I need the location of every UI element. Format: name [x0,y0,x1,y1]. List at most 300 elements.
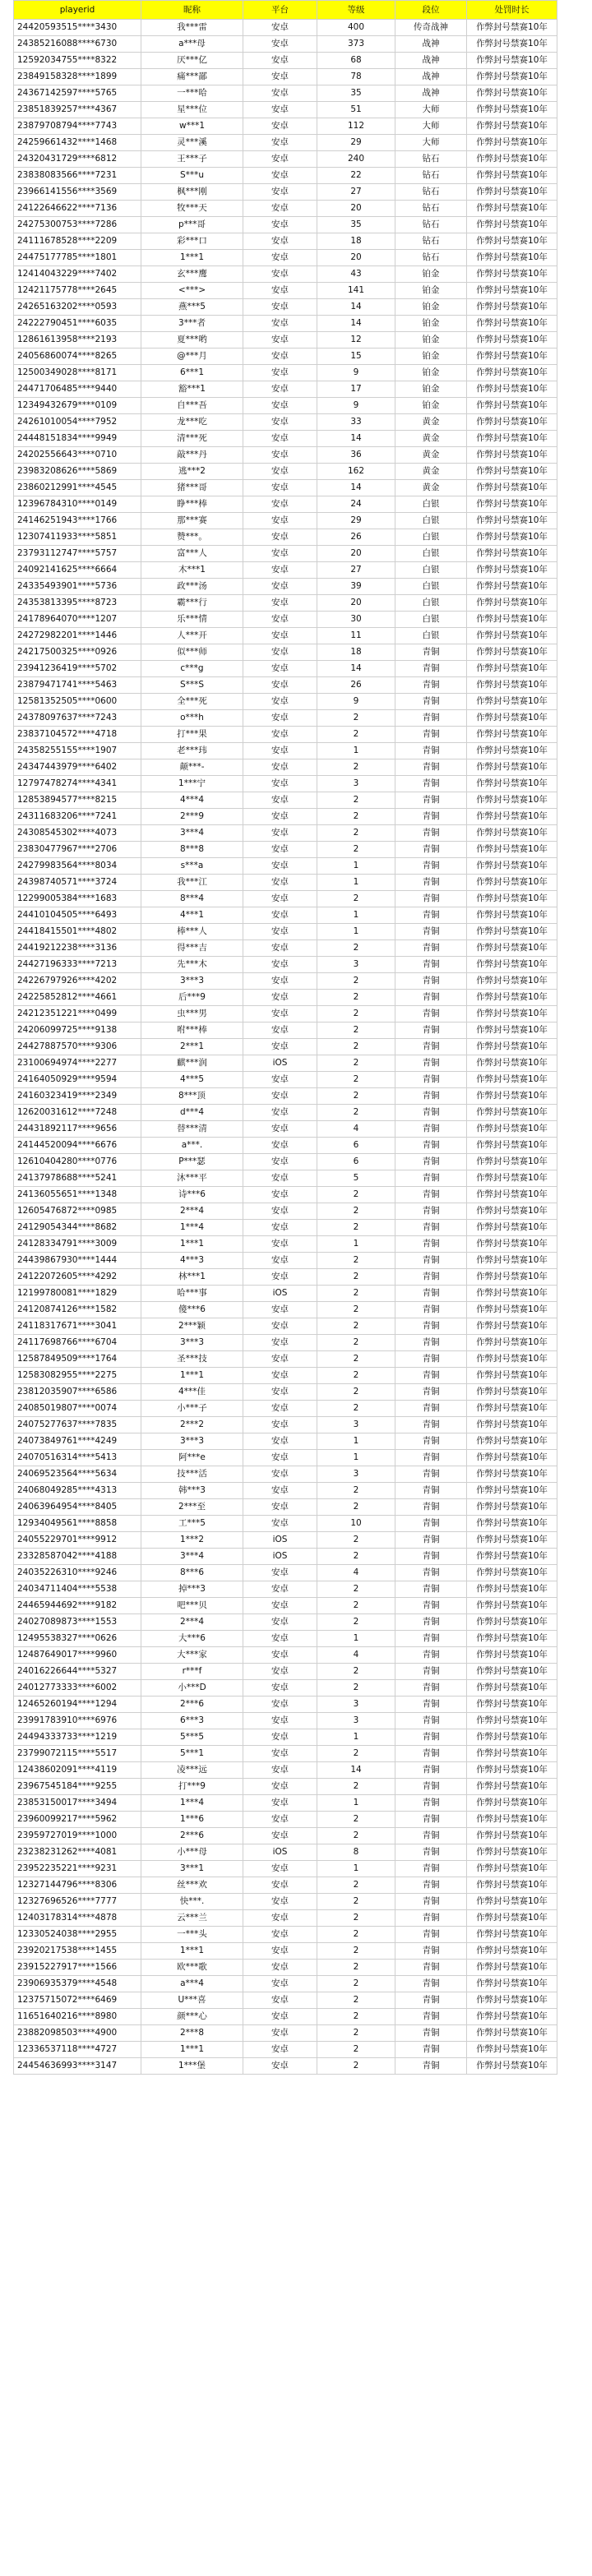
table-row [14,1269,557,1286]
player-id-cell: 24454636993****3147 [14,2058,141,2075]
table-row [14,1614,557,1631]
player-id-cell: 24378097637****7243 [14,710,141,727]
level-cell: 1 [317,1450,395,1466]
platform-cell: 安卓 [243,414,317,431]
platform-cell: 安卓 [243,809,317,825]
penalty-cell: 作弊封号禁赛10年 [467,1499,557,1516]
level-cell: 2 [317,1072,395,1088]
table-row [14,1713,557,1729]
rank-cell: 黄金 [395,431,467,447]
level-cell: 2 [317,1384,395,1401]
nickname-cell: 2***颖 [141,1318,243,1335]
platform-cell: 安卓 [243,940,317,957]
level-cell: 1 [317,924,395,940]
table-row [14,792,557,809]
penalty-cell: 作弊封号禁赛10年 [467,891,557,907]
player-id-cell: 24068049285****4313 [14,1483,141,1499]
nickname-cell: 木***1 [141,562,243,579]
player-id-cell: 24111678528****2209 [14,233,141,250]
nickname-cell: 灵***溪 [141,135,243,151]
penalty-cell: 作弊封号禁赛10年 [467,1302,557,1318]
level-cell: 36 [317,447,395,464]
rank-cell: 青铜 [395,1483,467,1499]
penalty-cell: 作弊封号禁赛10年 [467,1943,557,1960]
rank-cell: 青铜 [395,1581,467,1598]
table-row [14,53,557,69]
player-id-cell: 23952235221****9231 [14,1861,141,1877]
rank-cell: 青铜 [395,1088,467,1105]
rank-cell: 青铜 [395,694,467,710]
player-id-cell: 24367142597****5765 [14,85,141,102]
penalty-cell: 作弊封号禁赛10年 [467,1121,557,1138]
nickname-cell: 2***1 [141,1039,243,1055]
penalty-cell: 作弊封号禁赛10年 [467,1384,557,1401]
penalty-cell: 作弊封号禁赛10年 [467,283,557,299]
platform-cell: 安卓 [243,36,317,53]
player-id-cell: 24085019807****0074 [14,1401,141,1417]
player-id-cell: 23838083566****7231 [14,168,141,184]
table-row [14,1433,557,1450]
level-cell: 2 [317,1220,395,1236]
platform-cell: 安卓 [243,431,317,447]
rank-cell: 青铜 [395,1549,467,1565]
rank-cell: 青铜 [395,1417,467,1433]
level-cell: 2 [317,1318,395,1335]
player-id-cell: 24069523564****5634 [14,1466,141,1483]
level-cell: 2 [317,1483,395,1499]
nickname-cell: 工***5 [141,1516,243,1532]
platform-cell: 安卓 [243,316,317,332]
level-cell: 2 [317,891,395,907]
platform-cell: 安卓 [243,1598,317,1614]
rank-cell: 铂金 [395,283,467,299]
player-id-cell: 24272982201****1446 [14,628,141,644]
player-id-cell: 12861613958****2193 [14,332,141,349]
level-cell: 373 [317,36,395,53]
platform-cell: 安卓 [243,792,317,809]
penalty-cell: 作弊封号禁赛10年 [467,1844,557,1861]
platform-cell: 安卓 [243,1697,317,1713]
penalty-cell: 作弊封号禁赛10年 [467,316,557,332]
nickname-cell: 虫***男 [141,1006,243,1023]
rank-cell: 青铜 [395,1844,467,1861]
platform-cell: 安卓 [243,2025,317,2042]
platform-cell: 安卓 [243,69,317,85]
level-cell: 6 [317,1138,395,1154]
rank-cell: 青铜 [395,809,467,825]
level-cell: 2 [317,759,395,776]
header-level: 等级 [317,1,395,20]
table-row [14,201,557,217]
nickname-cell: p***哥 [141,217,243,233]
platform-cell: 安卓 [243,759,317,776]
rank-cell: 青铜 [395,1302,467,1318]
nickname-cell: 星***位 [141,102,243,118]
table-row [14,1384,557,1401]
level-cell: 10 [317,1516,395,1532]
platform-cell: 安卓 [243,2009,317,2025]
nickname-cell: 大***家 [141,1647,243,1664]
level-cell: 4 [317,1647,395,1664]
nickname-cell: 3***3 [141,973,243,990]
rank-cell: 青铜 [395,1368,467,1384]
rank-cell: 青铜 [395,1401,467,1417]
nickname-cell: 彩***口 [141,233,243,250]
penalty-cell: 作弊封号禁赛10年 [467,1631,557,1647]
nickname-cell: 颜***心 [141,2009,243,2025]
nickname-cell: 3***3 [141,1433,243,1450]
table-row [14,1499,557,1516]
table-row [14,2009,557,2025]
penalty-cell: 作弊封号禁赛10年 [467,1779,557,1795]
nickname-cell: 1***4 [141,1795,243,1812]
level-cell: 3 [317,1417,395,1433]
nickname-cell: 颠***- [141,759,243,776]
nickname-cell: 8***顶 [141,1088,243,1105]
level-cell: 2 [317,1894,395,1910]
rank-cell: 青铜 [395,1023,467,1039]
table-row [14,85,557,102]
level-cell: 2 [317,1927,395,1943]
nickname-cell: 1***1 [141,1236,243,1253]
rank-cell: 青铜 [395,1055,467,1072]
rank-cell: 青铜 [395,940,467,957]
player-id-cell: 23853150017****3494 [14,1795,141,1812]
penalty-cell: 作弊封号禁赛10年 [467,266,557,283]
level-cell: 2 [317,1253,395,1269]
penalty-cell: 作弊封号禁赛10年 [467,1023,557,1039]
rank-cell: 青铜 [395,1039,467,1055]
player-id-cell: 24212351221****0499 [14,1006,141,1023]
penalty-cell: 作弊封号禁赛10年 [467,1746,557,1762]
platform-cell: 安卓 [243,1614,317,1631]
rank-cell: 铂金 [395,349,467,365]
penalty-cell: 作弊封号禁赛10年 [467,464,557,480]
nickname-cell: 小***D [141,1680,243,1697]
platform-cell: 安卓 [243,201,317,217]
platform-cell: 安卓 [243,513,317,529]
player-id-cell: 24035226310****9246 [14,1565,141,1581]
level-cell: 2 [317,1910,395,1927]
header-rank: 段位 [395,1,467,20]
rank-cell: 青铜 [395,1203,467,1220]
table-row [14,529,557,546]
player-id-cell: 24494333733****1219 [14,1729,141,1746]
penalty-cell: 作弊封号禁赛10年 [467,1976,557,1992]
rank-cell: 青铜 [395,1072,467,1088]
platform-cell: 安卓 [243,1023,317,1039]
player-id-cell: 24164050929****9594 [14,1072,141,1088]
nickname-cell: 4***1 [141,907,243,924]
level-cell: 2 [317,1055,395,1072]
platform-cell: 安卓 [243,250,317,266]
table-row [14,842,557,858]
nickname-cell: 2***4 [141,1614,243,1631]
platform-cell: 安卓 [243,168,317,184]
nickname-cell: 似***师 [141,644,243,661]
platform-cell: 安卓 [243,2042,317,2058]
rank-cell: 青铜 [395,1220,467,1236]
player-id-cell: 12487649017****9960 [14,1647,141,1664]
nickname-cell: 3***4 [141,825,243,842]
nickname-cell: 技***活 [141,1466,243,1483]
nickname-cell: 后***9 [141,990,243,1006]
nickname-cell: 得***吉 [141,940,243,957]
table-row [14,1844,557,1861]
rank-cell: 青铜 [395,907,467,924]
rank-cell: 战神 [395,36,467,53]
player-id-cell: 24347443979****6402 [14,759,141,776]
table-row [14,2042,557,2058]
level-cell: 2 [317,990,395,1006]
level-cell: 2 [317,1302,395,1318]
penalty-table [13,0,557,2075]
platform-cell: 安卓 [243,891,317,907]
table-row [14,1647,557,1664]
platform-cell: 安卓 [243,907,317,924]
penalty-cell: 作弊封号禁赛10年 [467,842,557,858]
platform-cell: 安卓 [243,546,317,562]
table-row [14,1779,557,1795]
platform-cell: 安卓 [243,973,317,990]
penalty-cell: 作弊封号禁赛10年 [467,595,557,612]
table-row [14,1105,557,1121]
rank-cell: 青铜 [395,957,467,973]
nickname-cell: 政***汤 [141,579,243,595]
level-cell: 2 [317,973,395,990]
player-id-cell: 24311683206****7241 [14,809,141,825]
rank-cell: 青铜 [395,1746,467,1762]
nickname-cell: 枫***刚 [141,184,243,201]
level-cell: 2 [317,1006,395,1023]
platform-cell: 安卓 [243,365,317,381]
player-id-cell: 24427887570****9306 [14,1039,141,1055]
level-cell: 2 [317,1335,395,1351]
player-id-cell: 24279983564****8034 [14,858,141,875]
platform-cell: 安卓 [243,1433,317,1450]
player-id-cell: 24118317671****3041 [14,1318,141,1335]
player-id-cell: 23879708794****7743 [14,118,141,135]
rank-cell: 青铜 [395,891,467,907]
rank-cell: 青铜 [395,1433,467,1450]
player-id-cell: 23812035907****6586 [14,1384,141,1401]
level-cell: 2 [317,1286,395,1302]
player-id-cell: 24073849761****4249 [14,1433,141,1450]
penalty-cell: 作弊封号禁赛10年 [467,1187,557,1203]
player-id-cell: 24427196333****7213 [14,957,141,973]
player-id-cell: 24122646622****7136 [14,201,141,217]
level-cell: 17 [317,381,395,398]
player-id-cell: 24420593515****3430 [14,20,141,36]
level-cell: 51 [317,102,395,118]
platform-cell: 安卓 [243,349,317,365]
nickname-cell: w***1 [141,118,243,135]
level-cell: 3 [317,1713,395,1729]
level-cell: 2 [317,1614,395,1631]
level-cell: 4 [317,1565,395,1581]
table-row [14,168,557,184]
nickname-cell: 3***4 [141,1549,243,1565]
platform-cell: 安卓 [243,1499,317,1516]
nickname-cell: 阿***e [141,1450,243,1466]
player-id-cell: 12592034755****8322 [14,53,141,69]
penalty-cell: 作弊封号禁赛10年 [467,628,557,644]
nickname-cell: 赞***。 [141,529,243,546]
penalty-cell: 作弊封号禁赛10年 [467,365,557,381]
platform-cell: 安卓 [243,1960,317,1976]
table-row [14,957,557,973]
rank-cell: 战神 [395,69,467,85]
penalty-cell: 作弊封号禁赛10年 [467,2009,557,2025]
player-id-cell: 23991783910****6976 [14,1713,141,1729]
table-row [14,1072,557,1088]
player-id-cell: 23830477967****2706 [14,842,141,858]
nickname-cell: d***4 [141,1105,243,1121]
rank-cell: 青铜 [395,1992,467,2009]
player-id-cell: 24261010054****7952 [14,414,141,431]
penalty-cell: 作弊封号禁赛10年 [467,710,557,727]
table-row [14,299,557,316]
nickname-cell: 大***6 [141,1631,243,1647]
table-row [14,2025,557,2042]
nickname-cell: 富***人 [141,546,243,562]
platform-cell: 安卓 [243,661,317,677]
header-row [14,1,557,20]
table-row [14,1746,557,1762]
nickname-cell: 老***玮 [141,743,243,759]
rank-cell: 战神 [395,53,467,69]
nickname-cell: 打***9 [141,1779,243,1795]
nickname-cell: s***a [141,858,243,875]
platform-cell: 安卓 [243,217,317,233]
player-id-cell: 24335493901****5736 [14,579,141,595]
table-row [14,1203,557,1220]
platform-cell: 安卓 [243,595,317,612]
rank-cell: 钻石 [395,217,467,233]
level-cell: 2 [317,1779,395,1795]
player-id-cell: 23941236419****5702 [14,661,141,677]
nickname-cell: 小***子 [141,1401,243,1417]
nickname-cell: 2***6 [141,1828,243,1844]
table-row [14,447,557,464]
rank-cell: 青铜 [395,1532,467,1549]
table-row [14,135,557,151]
platform-cell: 安卓 [243,1220,317,1236]
nickname-cell: 1***1 [141,250,243,266]
penalty-cell: 作弊封号禁赛10年 [467,990,557,1006]
nickname-cell: 诗***6 [141,1187,243,1203]
platform-cell: 安卓 [243,1795,317,1812]
table-row [14,1795,557,1812]
platform-cell: 安卓 [243,924,317,940]
level-cell: 2 [317,1598,395,1614]
player-id-cell: 24070516314****5413 [14,1450,141,1466]
table-row [14,1138,557,1154]
player-id-cell: 23793112747****5757 [14,546,141,562]
table-row [14,118,557,135]
table-row [14,1187,557,1203]
penalty-cell: 作弊封号禁赛10年 [467,1581,557,1598]
platform-cell: 安卓 [243,1236,317,1253]
penalty-cell: 作弊封号禁赛10年 [467,53,557,69]
platform-cell: 安卓 [243,1516,317,1532]
level-cell: 35 [317,217,395,233]
table-row [14,1220,557,1236]
penalty-cell: 作弊封号禁赛10年 [467,447,557,464]
header-playerid: playerid [14,1,141,20]
rank-cell: 铂金 [395,332,467,349]
level-cell: 2 [317,1499,395,1516]
nickname-cell: S***S [141,677,243,694]
table-row [14,36,557,53]
level-cell: 26 [317,677,395,694]
player-id-cell: 12853894577****8215 [14,792,141,809]
penalty-cell: 作弊封号禁赛10年 [467,1368,557,1384]
penalty-cell: 作弊封号禁赛10年 [467,1236,557,1253]
level-cell: 20 [317,201,395,217]
nickname-cell: 快***. [141,1894,243,1910]
penalty-cell: 作弊封号禁赛10年 [467,1516,557,1532]
penalty-cell: 作弊封号禁赛10年 [467,776,557,792]
platform-cell: 安卓 [243,842,317,858]
nickname-cell: 1***1 [141,1368,243,1384]
table-row [14,661,557,677]
penalty-cell: 作弊封号禁赛10年 [467,513,557,529]
nickname-cell: 林***1 [141,1269,243,1286]
rank-cell: 青铜 [395,924,467,940]
player-id-cell: 23959727019****1000 [14,1828,141,1844]
level-cell: 2 [317,1680,395,1697]
player-id-cell: 12500349028****8171 [14,365,141,381]
platform-cell: 安卓 [243,233,317,250]
player-id-cell: 12495538327****0626 [14,1631,141,1647]
rank-cell: 青铜 [395,1253,467,1269]
table-row [14,891,557,907]
nickname-cell: 掉***3 [141,1581,243,1598]
rank-cell: 钻石 [395,184,467,201]
table-row [14,1368,557,1384]
player-id-cell: 24055229701****9912 [14,1532,141,1549]
nickname-cell: 2***4 [141,1203,243,1220]
level-cell: 2 [317,1746,395,1762]
nickname-cell: 1***6 [141,1812,243,1828]
player-id-cell: 12375715072****6469 [14,1992,141,2009]
rank-cell: 青铜 [395,1647,467,1664]
nickname-cell: 咐***棒 [141,1023,243,1039]
rank-cell: 白银 [395,513,467,529]
player-id-cell: 12465260194****1294 [14,1697,141,1713]
player-id-cell: 24128334791****3009 [14,1236,141,1253]
penalty-cell: 作弊封号禁赛10年 [467,940,557,957]
platform-cell: 安卓 [243,1927,317,1943]
nickname-cell: 麒***润 [141,1055,243,1072]
rank-cell: 青铜 [395,1236,467,1253]
platform-cell: 安卓 [243,85,317,102]
level-cell: 1 [317,1631,395,1647]
table-row [14,1154,557,1170]
nickname-cell: 丝***欢 [141,1877,243,1894]
platform-cell: 安卓 [243,1894,317,1910]
nickname-cell: 4***佳 [141,1384,243,1401]
table-row [14,250,557,266]
level-cell: 11 [317,628,395,644]
platform-cell: 安卓 [243,1581,317,1598]
penalty-cell: 作弊封号禁赛10年 [467,924,557,940]
penalty-cell: 作弊封号禁赛10年 [467,2042,557,2058]
table-row [14,1253,557,1269]
nickname-cell: U***喜 [141,1992,243,2009]
table-row [14,759,557,776]
